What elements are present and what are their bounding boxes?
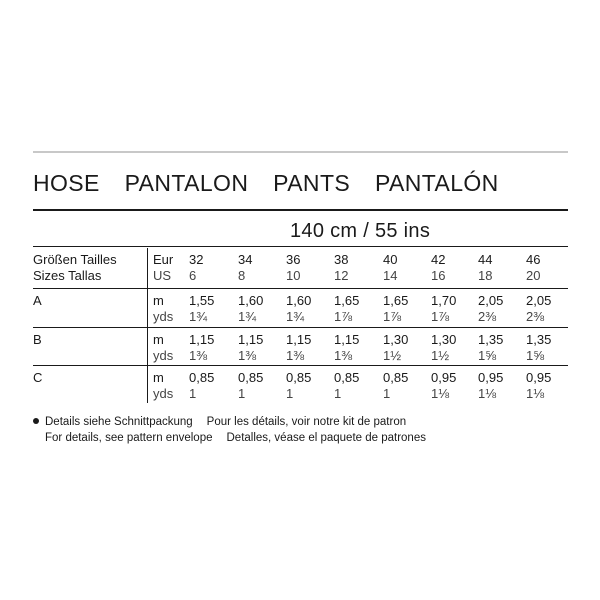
title-es: PANTALÓN: [374, 170, 499, 196]
meters-value: 0,85: [383, 370, 409, 385]
us-size: 20: [526, 268, 541, 283]
note-de: Details siehe Schnittpackung: [45, 416, 193, 428]
meters-value: 0,85: [334, 370, 360, 385]
yards-value: 1⅞: [383, 309, 402, 324]
eur-size: 46: [526, 252, 541, 267]
meters-value: 1,35: [478, 332, 504, 347]
header-us-label: US: [153, 268, 172, 283]
eur-size: 36: [286, 252, 301, 267]
meters-value: 0,95: [478, 370, 504, 385]
meters-value: 1,30: [431, 332, 457, 347]
table-column-divider: [147, 248, 148, 403]
top-divider: [33, 151, 568, 153]
yards-value: 1½: [383, 348, 402, 363]
us-size: 6: [189, 268, 197, 283]
us-size: 16: [431, 268, 446, 283]
yards-value: 1: [334, 386, 342, 401]
eur-size: 34: [238, 252, 253, 267]
yards-value: 2⅜: [478, 309, 497, 324]
eur-size: 38: [334, 252, 349, 267]
meters-value: 0,95: [431, 370, 457, 385]
yards-value: 1¾: [189, 309, 208, 324]
yards-value: 1⅝: [478, 348, 497, 363]
garment-title: [33, 170, 517, 197]
unit-m-label: m: [153, 332, 164, 347]
yards-value: 1: [383, 386, 391, 401]
yards-value: 1⅜: [238, 348, 257, 363]
yards-value: 1⅝: [526, 348, 545, 363]
meters-value: 1,15: [238, 332, 264, 347]
yards-value: 1¾: [286, 309, 305, 324]
yards-value: 1⅛: [431, 386, 450, 401]
us-size: 10: [286, 268, 301, 283]
view-label: C: [33, 370, 43, 385]
yards-value: 1⅜: [189, 348, 208, 363]
yards-value: 1: [189, 386, 197, 401]
us-size: 12: [334, 268, 349, 283]
us-size: 18: [478, 268, 493, 283]
meters-value: 1,65: [383, 293, 409, 308]
yards-value: 1⅜: [334, 348, 353, 363]
meters-value: 1,15: [334, 332, 360, 347]
yards-value: 1⅜: [286, 348, 305, 363]
eur-size: 44: [478, 252, 493, 267]
yards-value: 1¾: [238, 309, 257, 324]
eur-size: 42: [431, 252, 446, 267]
meters-value: 0,85: [286, 370, 312, 385]
note-en: For details, see pattern envelope: [45, 432, 213, 444]
title-underline: [33, 209, 568, 211]
us-size: 8: [238, 268, 246, 283]
meters-value: 0,85: [189, 370, 215, 385]
notes: [33, 414, 426, 446]
meters-value: 1,30: [383, 332, 409, 347]
header-sizes-label-1: Größen Tailles: [33, 252, 117, 267]
yards-value: 2⅜: [526, 309, 545, 324]
meters-value: 0,85: [238, 370, 264, 385]
bullet-icon: [33, 418, 39, 424]
meters-value: 2,05: [478, 293, 504, 308]
title-en: PANTS: [273, 170, 351, 196]
eur-size: 40: [383, 252, 398, 267]
header-sizes-label-2: Sizes Tallas: [33, 268, 102, 283]
yards-value: 1: [238, 386, 246, 401]
note-es: Detalles, véase el paquete de patrones: [226, 432, 426, 444]
row-divider: [33, 365, 568, 366]
us-size: 14: [383, 268, 398, 283]
yards-value: 1⅛: [526, 386, 545, 401]
meters-value: 1,60: [238, 293, 264, 308]
header-eur-label: Eur: [153, 252, 174, 267]
eur-size: 32: [189, 252, 204, 267]
view-label: B: [33, 332, 42, 347]
header-divider: [33, 288, 568, 289]
meters-value: 1,15: [286, 332, 312, 347]
fabric-width: 140 cm / 55 ins: [290, 220, 431, 242]
note-fr: Pour les détails, voir notre kit de patron: [206, 416, 407, 428]
meters-value: 1,70: [431, 293, 457, 308]
title-fr: PANTALON: [124, 170, 249, 196]
meters-value: 1,60: [286, 293, 312, 308]
yards-value: 1: [286, 386, 294, 401]
meters-value: 1,55: [189, 293, 215, 308]
unit-yds-label: yds: [153, 386, 174, 401]
meters-value: 1,15: [189, 332, 215, 347]
yards-value: 1⅞: [334, 309, 353, 324]
title-de: HOSE: [33, 170, 100, 196]
yards-value: 1½: [431, 348, 450, 363]
unit-m-label: m: [153, 370, 164, 385]
meters-value: 1,35: [526, 332, 552, 347]
meters-value: 2,05: [526, 293, 552, 308]
meters-value: 0,95: [526, 370, 552, 385]
row-divider: [33, 327, 568, 328]
fabric-underline: [33, 246, 568, 247]
view-label: A: [33, 293, 42, 308]
yards-value: 1⅞: [431, 309, 450, 324]
meters-value: 1,65: [334, 293, 360, 308]
unit-yds-label: yds: [153, 348, 174, 363]
unit-m-label: m: [153, 293, 164, 308]
unit-yds-label: yds: [153, 309, 174, 324]
yards-value: 1⅛: [478, 386, 497, 401]
